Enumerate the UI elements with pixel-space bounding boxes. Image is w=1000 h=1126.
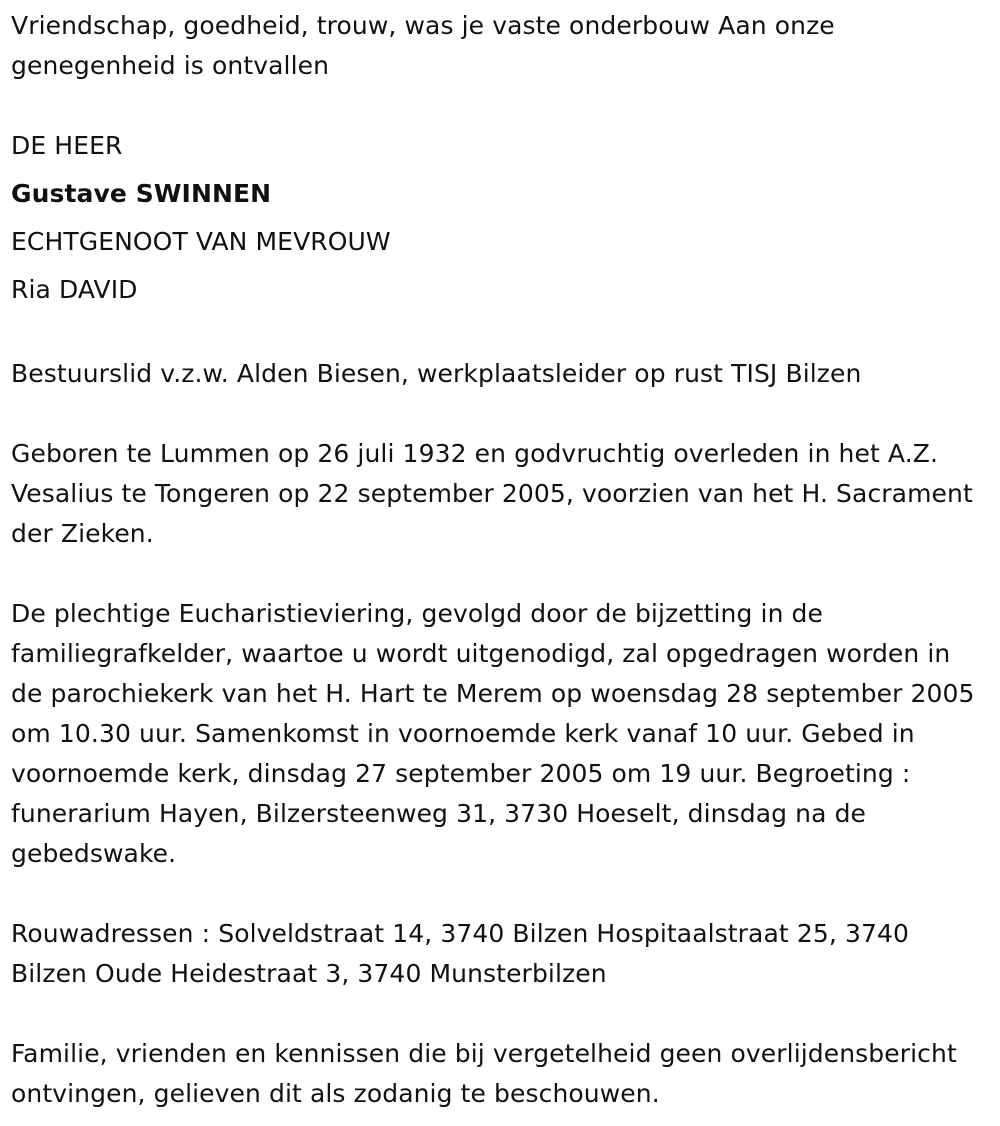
spacer: [11, 994, 980, 1034]
spouse-label: ECHTGENOOT VAN MEVROUW: [11, 227, 391, 256]
spouse-name: Ria DAVID: [11, 275, 138, 304]
honorific: DE HEER: [11, 131, 123, 160]
person-block: [11, 122, 980, 314]
intro-text: Vriendschap, goedheid, trouw, was je vaste onderbouw Aan onze genegenheid is ontvallen: [11, 11, 835, 80]
spacer: [11, 86, 980, 126]
birth-death-text: Geboren te Lummen op 26 juli 1932 en godvruchtig overleden in het A.Z. Vesalius te Tongeren op 22 september 2005, voorzien van het H. Sacrament der Zieken.: [11, 439, 973, 548]
addresses-text: Rouwadressen : Solveldstraat 14, 3740 Bilzen Hospitaalstraat 25, 3740 Bilzen Oude Heidestraat 3, 3740 Munsterbilzen: [11, 919, 909, 988]
spacer: [11, 554, 980, 594]
deceased-name: Gustave SWINNEN: [11, 179, 272, 208]
ceremony-text: De plechtige Eucharistieviering, gevolgd door de bijzetting in de familiegrafkelder, waartoe u wordt uitgenodigd, zal opgedragen worden in de parochiekerk van het H. Hart te Merem op woensdag 28 september 2005 om 10.30 uur. Samenkomst in voornoemde kerk vanaf 10 uur. Gebed in voornoemde kerk, dinsdag 27 september 2005 om 19 uur. Begroeting : funerarium Hayen, Bilzersteenweg 31, 3730 Hoeselt, dinsdag na de gebedswake.: [11, 599, 975, 868]
spacer: [11, 394, 980, 434]
spacer: [11, 874, 980, 914]
closing-text: Familie, vrienden en kennissen die bij vergetelheid geen overlijdensbericht ontvingen, gelieven dit als zodanig te beschouwen.: [11, 1039, 957, 1108]
role-text: Bestuurslid v.z.w. Alden Biesen, werkplaatsleider op rust TISJ Bilzen: [11, 359, 862, 388]
spacer: [11, 314, 980, 354]
